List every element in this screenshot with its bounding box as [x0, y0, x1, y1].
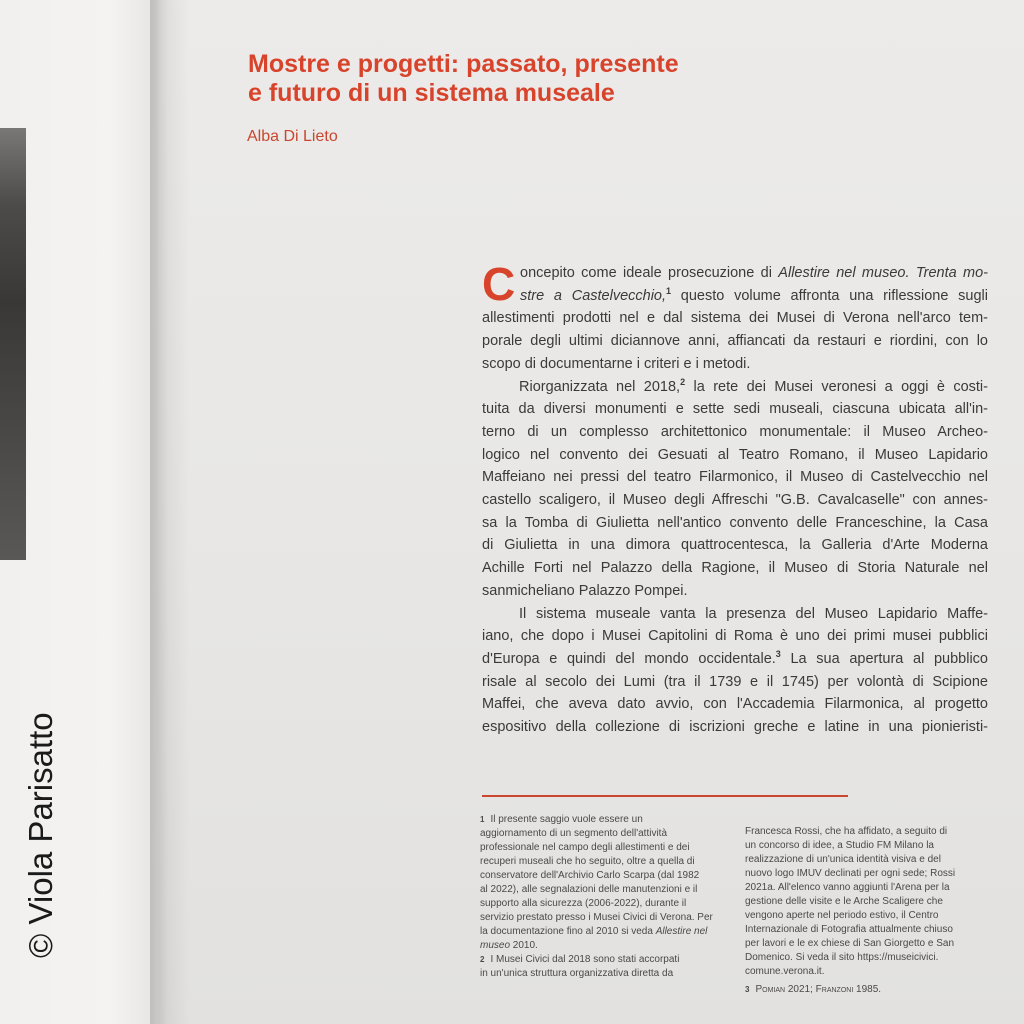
body-line: Maffei, che aveva dato avvio, con l'Accademia Filarmonica, al progetto — [482, 696, 988, 713]
footnote-line: 2021a. All'elenco vanno aggiunti l'Arena per la — [745, 882, 950, 893]
footnote-text: Il presente saggio vuole essere un — [490, 814, 643, 825]
footnote-line: realizzazione di un'unica identità visiva e del — [745, 854, 941, 865]
footnote-line: Internazionale di Fotografia attualmente chiuso — [745, 924, 953, 935]
body-line: castello scaligero, il Museo degli Affreschi "G.B. Cavalcaselle" con annes- — [482, 492, 988, 509]
title-line-1: Mostre e progetti: passato, presente — [248, 50, 679, 78]
footnote-line: al 2022), alle segnalazioni delle manutenzioni e il — [480, 884, 698, 895]
footnotes-right-column — [745, 825, 997, 997]
title-line-2: e futuro di un sistema museale — [248, 79, 615, 107]
body-line: sa la Tomba di Giulietta nell'antico convento delle Franceschine, la Casa — [482, 514, 988, 531]
footnote-text: I Musei Civici dal 2018 sono stati accorpati — [490, 954, 680, 965]
footnote-text: Pomian 2021; Franzoni 1985. — [755, 984, 882, 995]
body-line — [482, 648, 988, 671]
body-line: Maffeiano nei pressi del teatro Filarmonico, il Museo di Castelvecchio nel — [482, 469, 988, 486]
footnote-line: conservatore dell'Archivio Carlo Scarpa (dal 1982 — [480, 870, 700, 881]
footnote-ref-3[interactable]: 3 — [775, 649, 781, 660]
body-line-5-a: Riorganizzata nel 2018, — [519, 378, 681, 395]
footnote-line: un concorso di idee, a Studio FM Milano la — [745, 840, 934, 851]
body-line: sanmicheliano Palazzo Pompei. — [482, 582, 688, 599]
footnote-ref-1[interactable]: 1 — [666, 285, 672, 296]
footnote-line: in un'unica struttura organizzativa diretta da — [480, 968, 674, 979]
body-line: iano, che dopo i Musei Capitolini di Roma è uno dei primi musei pubblici — [482, 628, 988, 645]
body-line: terno di un complesso architettonico monumentale: il Museo Archeo- — [482, 423, 988, 440]
footnote-ref-2[interactable]: 2 — [680, 376, 686, 387]
footnote-line: aggiornamento di un segmento dell'attività — [480, 828, 668, 839]
body-line: espositivo della collezione di iscrizioni greche e latine in una pionieristi- — [482, 719, 988, 736]
body-line: di Giulietta in una dimora quattrocentesca, la Galleria d'Arte Moderna — [482, 537, 988, 554]
footnote-line: per lavori e le ex chiese di San Giorgetto e San — [745, 938, 955, 949]
footnote-line: nuovo logo IMUV declinati per ogni sede; Rossi — [745, 868, 956, 879]
body-line — [482, 376, 988, 399]
footnote-line: professionale nel campo degli allestimenti e dei — [480, 842, 690, 853]
body-line-0-a: oncepito come ideale prosecuzione di — [520, 265, 779, 281]
body-line: Achille Forti nel Palazzo della Ragione, il Museo di Storia Naturale nel — [482, 560, 988, 577]
footnote-line: recuperi museali che ho seguito, oltre a quella di — [480, 856, 695, 867]
body-line-1-a: stre a Castelvecchio, — [520, 287, 667, 304]
body-line: scopo di documentarne i criteri e i metodi. — [482, 355, 751, 372]
left-page-photo — [0, 128, 26, 560]
body-line — [482, 285, 988, 308]
body-text — [482, 258, 988, 739]
body-line: Il sistema museale vanta la presenza del Museo Lapidario Maffe- — [519, 605, 988, 622]
body-line-0-b: Allestire nel museo. Trenta mo- — [778, 265, 988, 281]
footnote-line — [480, 925, 736, 939]
footnote-number-2: 2 — [480, 955, 485, 964]
chapter-title — [248, 50, 808, 108]
footnote-line-8-b: Allestire nel — [655, 926, 708, 937]
footnote-line: comune.verona.it. — [745, 966, 825, 977]
footnote-line-9-b: 2010. — [510, 940, 538, 951]
footnote-number-1: 1 — [480, 815, 485, 824]
footnote-line: vengono aperte nel periodo estivo, il Centro — [745, 910, 939, 921]
body-line — [482, 262, 988, 285]
body-line: tuita da diversi monumenti e sette sedi museali, ciascuna ubicata all'in- — [482, 401, 988, 418]
footnotes-left-column — [480, 813, 736, 981]
footnote-line: Francesca Rossi, che ha affidato, a seguito di — [745, 826, 948, 837]
footnote-line: gestione delle visite e le Arche Scaligere che — [745, 896, 943, 907]
body-line-5-b: la rete dei Musei veronesi a oggi è costi- — [685, 378, 988, 395]
footnote-divider — [482, 795, 848, 797]
footnote-line-8-a: la documentazione fino al 2010 si veda — [480, 926, 656, 937]
footnote-line: supporto alla sicurezza (2006-2022), durante il — [480, 898, 687, 909]
author-name: Alba Di Lieto — [247, 128, 338, 145]
body-line-17-a: d'Europa e quindi del mondo occidentale. — [482, 650, 776, 667]
footnote-line — [745, 983, 997, 997]
footnote-line: servizio prestato presso i Musei Civici di Verona. Per — [480, 912, 713, 923]
drop-cap: C — [482, 258, 516, 310]
body-line-17-b: La sua apertura al pubblico — [780, 650, 988, 667]
body-line: risale al secolo dei Lumi (tra il 1739 e il 1745) per volontà di Scipione — [482, 673, 988, 690]
footnote-line: Domenico. Si veda il sito https://museicivici. — [745, 952, 939, 963]
footnote-line — [480, 939, 736, 953]
book-gutter-shadow — [150, 0, 190, 1024]
body-line-1-b: questo volume affronta una riflessione sugli — [671, 287, 988, 304]
footnote-number-3: 3 — [745, 985, 750, 994]
footnote-line — [480, 953, 736, 967]
photo-credit-watermark: © Viola Parisatto — [22, 712, 59, 958]
body-line: allestimenti prodotti nel e dal sistema dei Musei di Verona nell'arco tem- — [482, 310, 988, 327]
body-line: porale degli ultimi diciannove anni, affiancati da restauri e riordini, con lo — [482, 333, 988, 350]
body-line: logico nel convento dei Gesuati al Teatro Romano, il Museo Lapidario — [482, 446, 988, 463]
footnote-line-9-a: museo — [480, 940, 511, 951]
footnote-line — [480, 813, 736, 827]
